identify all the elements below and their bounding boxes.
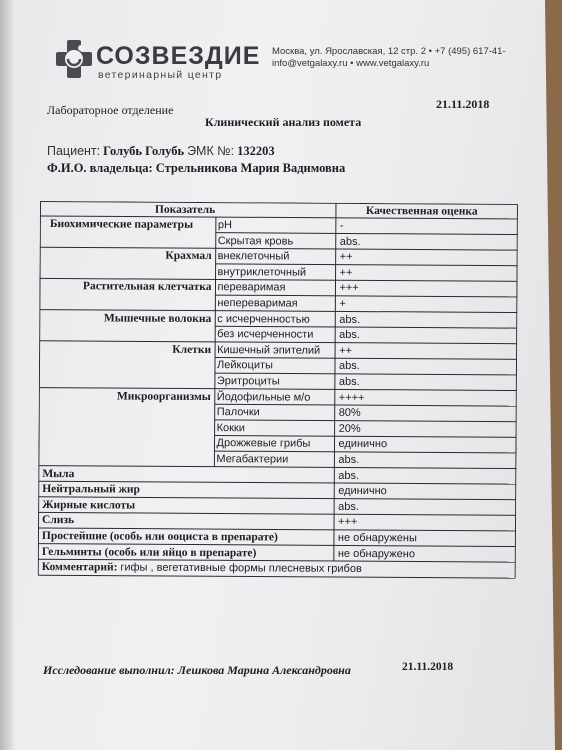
value-cell: ++ xyxy=(339,251,353,264)
value-cell: +++ xyxy=(338,516,358,529)
value-cell: ++++ xyxy=(338,391,365,404)
value-cell: не обнаружены xyxy=(337,531,417,545)
param-cell: Лейкоциты xyxy=(216,359,273,372)
web-line: info@vetgalaxy.ru • www.vetgalaxy.ru xyxy=(272,58,430,69)
patient-name: Голубь Голубь xyxy=(103,144,185,158)
full-row-label: Жирные кислоты xyxy=(42,498,136,512)
value-cell: - xyxy=(339,219,344,232)
value-cell: abs. xyxy=(339,329,361,342)
full-row-label: Нейтральный жир xyxy=(42,483,140,496)
param-cell: Кокки xyxy=(216,421,245,435)
param-cell: внеклеточный xyxy=(217,250,290,263)
group-label: Мышечные волокна xyxy=(103,311,212,325)
row-line xyxy=(38,512,516,515)
patient-label: Пациент: xyxy=(47,144,101,158)
page-edge-shadow xyxy=(0,0,14,750)
address-line: Москва, ул. Ярославская, 12 стр. 2 • +7 (495) 617-41- xyxy=(272,46,506,57)
performed-by-label: Исследование выполнил: xyxy=(43,663,175,677)
value-cell: abs. xyxy=(338,360,360,373)
owner-name: Стрельникова Мария Вадимовна xyxy=(155,161,346,175)
header-assessment: Качественная оценка xyxy=(365,204,478,218)
comment-label: Комментарий: xyxy=(41,561,121,574)
value-cell: abs. xyxy=(338,500,359,513)
value-cell: abs. xyxy=(338,375,360,388)
value-cell: +++ xyxy=(339,282,359,295)
row-line xyxy=(215,420,517,422)
owner-label: Ф.И.О. владельца: xyxy=(47,161,153,175)
param-cell: переваримая xyxy=(217,281,286,294)
row-line xyxy=(215,404,517,406)
value-cell: единично xyxy=(338,438,388,451)
value-cell: abs. xyxy=(339,235,361,248)
emk-label: ЭМК №: xyxy=(187,144,235,158)
value-cell: не обнаружено xyxy=(337,547,416,560)
report-date: 21.11.2018 xyxy=(436,97,490,111)
value-cell: + xyxy=(339,297,346,310)
param-cell: с исчерченностью xyxy=(217,312,310,326)
emk-number: 132203 xyxy=(237,144,275,158)
comment-text: гифы , вегетативные формы плесневых грибов xyxy=(120,561,362,576)
value-cell: ++ xyxy=(339,266,353,279)
group-label: Растительная клетчатка xyxy=(82,280,212,294)
param-cell: внутриклеточный xyxy=(217,265,307,279)
param-cell: Йодофильные м/о xyxy=(216,390,311,404)
group-label: Микроорганизмы xyxy=(116,390,211,403)
value-cell: единично xyxy=(338,485,387,498)
group-label: Крахмал xyxy=(165,249,212,263)
group-label: Биохимические параметры xyxy=(49,218,194,231)
comment-row xyxy=(42,560,362,576)
document-title: Клинический анализ помета xyxy=(205,115,362,129)
param-cell: без исчерченности xyxy=(217,328,314,341)
department: Лабораторное отделение xyxy=(47,103,174,117)
param-cell: Дрожжевые грибы xyxy=(216,437,311,451)
value-cell: 80% xyxy=(338,407,361,420)
param-cell: Эритроциты xyxy=(216,375,280,388)
full-row-label: Мыла xyxy=(42,467,75,480)
performer-name: Лешкова Марина Александровна xyxy=(177,663,351,677)
full-row-label: Простейшие (особь или ооциста в препарате) xyxy=(41,530,278,544)
value-cell: abs. xyxy=(338,453,360,466)
param-cell: pH xyxy=(217,219,232,232)
value-cell: 20% xyxy=(338,422,361,435)
full-row-label: Гельминты (особь или яйцо в препарате) xyxy=(41,545,257,559)
header-indicator: Показатель xyxy=(154,203,216,217)
patient-line xyxy=(47,144,275,159)
param-cell: Скрытая кровь xyxy=(217,234,294,248)
clinic-logo-icon xyxy=(56,40,92,78)
group-label: Клетки xyxy=(172,343,212,356)
signature-date: 21.11.2018 xyxy=(402,661,454,673)
value-cell: abs. xyxy=(339,313,361,326)
param-cell: Палочки xyxy=(216,406,260,419)
column-divider xyxy=(334,203,336,561)
full-row-label: Слизь xyxy=(42,514,75,527)
brand-subtitle: ветеринарный центр xyxy=(98,69,223,81)
owner-line xyxy=(47,161,345,176)
value-cell: ++ xyxy=(339,344,352,357)
param-cell: Мегабактерии xyxy=(216,453,289,466)
param-cell: Кишечный эпителий xyxy=(217,343,321,357)
results-table xyxy=(37,201,518,619)
param-cell: непереваримая xyxy=(217,297,298,310)
value-cell: abs. xyxy=(338,469,360,482)
brand-name: СОЗВЕЗДИЕ xyxy=(96,42,261,70)
performed-by xyxy=(43,663,351,678)
